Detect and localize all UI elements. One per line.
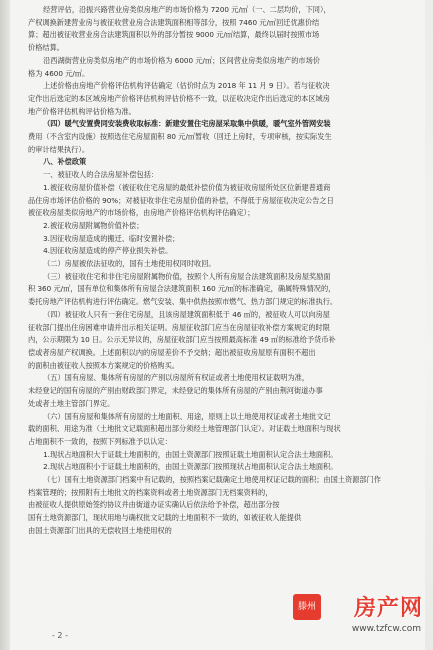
text-line: 委托房地产评估机构进行评估确定。燃气安装、集中供热按照市燃气、热力部门规定的标准执行。 xyxy=(28,297,338,307)
text-line: 1.现状占地面积大于证载土地面积的，由国土资源部门按照证载土地面积认定合法土地面积。 xyxy=(43,449,338,459)
text-line: （四）被征收人只有一套住宅房屋，且该房屋建筑面积低于 46 ㎡的，被征收人可以向房屋 xyxy=(43,309,330,319)
text-line: 价格结算。 xyxy=(28,43,64,53)
text-line: 由被征收人提供原始签约协议并由街道办证实确认后依法给予补偿，超出部分按 xyxy=(28,500,280,510)
text-line: 格为 4600 元/㎡。 xyxy=(28,68,90,78)
text-line: 产权调换新建营业房与被征收营业房合法建筑面积相等部分，按照 7460 元/㎡回迁优惠价结 xyxy=(28,17,320,27)
text-line: 未经登记的国有房屋的产别由财政部门界定，未经登记的集体所有房屋的产别由荆河街道办事 xyxy=(28,386,323,396)
text-line: 八、补偿政策 xyxy=(43,157,87,167)
text-line: 算；超出被征收营业房合法建筑面积以外的部分暂按 9000 元/㎡结算，最终以届时按照市场 xyxy=(28,30,320,40)
watermark-badge: 滕州 xyxy=(293,594,321,620)
text-line: 的面积由被征收人按照本方案规定的价格购买。 xyxy=(28,360,179,370)
text-line: 定作出后选定的本区域房地产价格评估机构评估价格不一致，以征收决定作出后选定的本区域房 xyxy=(28,93,330,103)
text-line: 沿西湖街营业房类似房地产的市场价格为 6000 元/㎡；区间营业房类似房地产的市场价 xyxy=(43,55,320,65)
text-line: 国有土地资源部门，现状用地与确权批文记载的土地面积不一致的，如被征收人能提供 xyxy=(28,513,302,523)
text-line: 占地面积不一致的，按照下列标准予以认定： xyxy=(28,436,172,446)
text-line: 3.因征收房屋造成的搬迁、临时安置补偿； xyxy=(43,233,180,243)
text-line: （二）房屋被依法征收的，国有土地使用权同时收回。 xyxy=(43,259,216,269)
text-line: 征收部门提出住房困难申请并出示相关证明。房屋征收部门应当在房屋征收补偿方案规定的时限 xyxy=(28,322,330,332)
text-line: 积 360 元/㎡，国有单位和集体所有房屋合法建筑面积 160 元/㎡的标准确定，确属特殊情况的， xyxy=(28,284,336,294)
text-line: （六）国有房屋和集体所有房屋的土地面积、用途，原则上以土地使用权证或者土地批文记 xyxy=(43,411,331,421)
text-line: 的审计结果执行）。 xyxy=(28,144,90,154)
text-line: 2.被征收房屋附属物价值补偿； xyxy=(43,220,144,230)
watermark-brand: 房产网 xyxy=(353,596,423,621)
text-line: （四）暖气安置费同安装费收取标准：新建安置住宅房屋采取集中供暖，暖气室外管网安装 xyxy=(43,119,331,129)
text-line: （五）国有房屋、集体所有房屋的产别以房屋所有权证或者土地使用权证载明为准， xyxy=(43,373,310,383)
text-line: 2.现状占地面积小于证载土地面积的，由国土资源部门按照现状占地面积认定合法土地面积。 xyxy=(43,462,338,472)
watermark-url: www.tzfcw.com xyxy=(351,624,421,634)
document-sheet xyxy=(10,0,425,650)
page-number: - 2 - xyxy=(52,631,68,640)
text-line: 地产价格评估机构评估价格为准。 xyxy=(28,106,136,116)
text-line: 被征收房屋类似房地产的市场价格，由房地产价格评估机构评估确定）； xyxy=(28,208,255,218)
text-line: 由国土资源部门出具的无偿收回土地使用权的 xyxy=(28,525,172,535)
text-line: 上述价格由房地产价格评估机构评估确定（估价时点为 2018 年 11 月 9 日）。若与征收决 xyxy=(43,81,330,91)
text-line: 载的面积、用途为准（土地批文记载面积超出部分须经土地管理部门认定）。对证载土地面积与现状 xyxy=(28,424,341,434)
text-line: （七）国有土地资源部门档案中有记载的，按照档案记载确定土地使用权证记载的面积；由国土资源部门作 xyxy=(43,475,381,485)
text-line: 档案管理的；按照附有土地批文的档案资料或者土地资源部门无档案资料的， xyxy=(28,487,273,497)
text-line: 1.被征收房屋价值补偿（被征收住宅房屋的最低补偿价值为被征收房屋所处区位新建普通商 xyxy=(43,182,331,192)
text-line: 4.因征收房屋造成的停产停业损失补偿。 xyxy=(43,246,173,256)
document-body xyxy=(28,4,415,538)
watermark xyxy=(281,590,431,636)
text-line: 经营评估，沿振兴路营业房类似房地产的市场价格为 7200 元/㎡（一、二层均价，下同）， xyxy=(43,5,331,14)
text-line: 费用（不含室内设施）按照选住宅房屋面积 80 元/㎡暂收（回迁上房时，专项审核，按实际发生 xyxy=(28,132,332,142)
text-line: 偿或者房屋产权调换。上述面积以内的房屋差价不予交纳；超出被征收房屋原有面积不超出 xyxy=(28,347,316,357)
text-line: 品住房市场评估价格的 90%；对被征收非住宅房屋价值的补偿，不得低于房屋征收决定公告之日 xyxy=(28,195,334,205)
page-fold-shadow xyxy=(0,0,10,650)
text-line: 一、被征收人的合法房屋补偿包括： xyxy=(43,170,159,180)
text-line: （三）被征收住宅和非住宅房屋附属物价值，按照个人所有房屋合法建筑面积及房屋奖励面 xyxy=(43,271,331,281)
text-line: 处或者土地主管部门界定。 xyxy=(28,398,115,408)
text-line: 内，公示期限为 10 日。公示无异议的，房屋征收部门应当按照最高标准 49 ㎡的标准给予货币补 xyxy=(28,335,336,345)
